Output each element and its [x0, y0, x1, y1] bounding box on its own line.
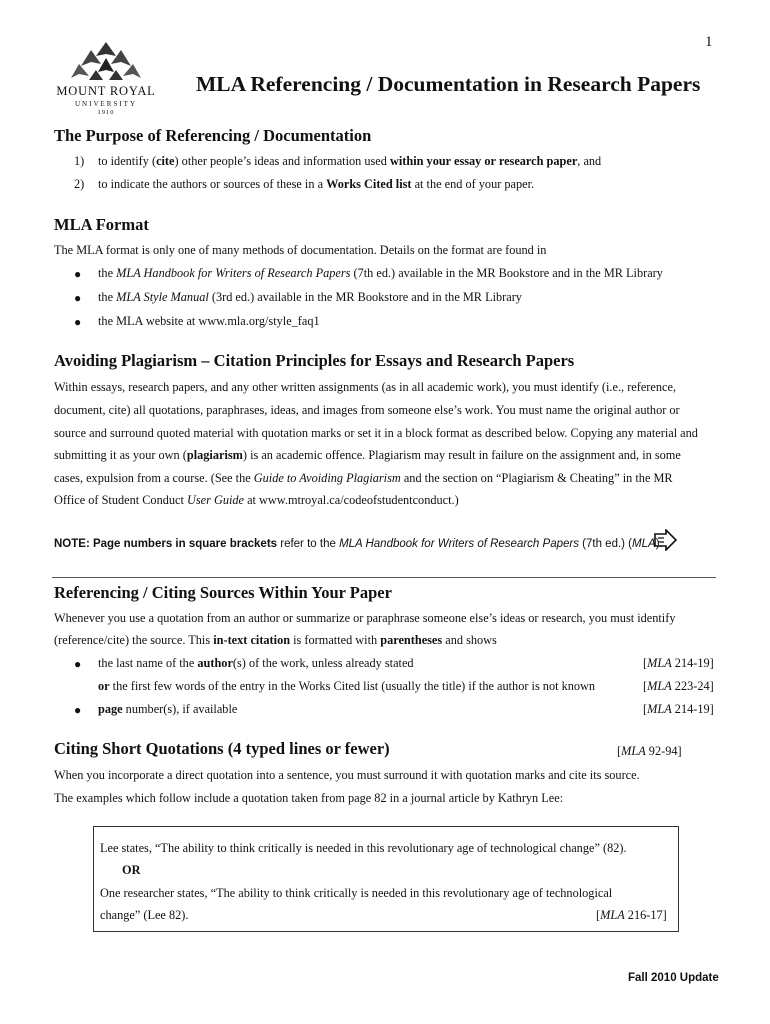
example-or: OR — [122, 863, 141, 877]
logo-university: UNIVERSITY — [75, 100, 137, 108]
example-line: change” (Lee 82). — [100, 908, 189, 922]
university-logo — [52, 40, 160, 116]
horizontal-rule — [52, 577, 716, 578]
list-number: 2) — [74, 177, 85, 191]
bullet-icon: ● — [74, 657, 82, 671]
bullet-icon: ● — [74, 291, 82, 305]
bullet-icon: ● — [74, 267, 82, 281]
paragraph-line: cases, expulsion from a course. (See the Guide to Avoiding Plagiarism and the section on “Plagiarism & Cheating” in the MR — [54, 471, 673, 485]
section-heading-mla-format: MLA Format — [54, 215, 149, 234]
example-line: One researcher states, “The ability to think critically is needed in this revolutionary age of technological — [100, 886, 613, 900]
bullet-icon: ● — [74, 703, 82, 717]
paragraph-line: source and surround quoted material with quotation marks or set it in a block format as described below. Copying any material and — [54, 426, 698, 440]
section-heading-purpose: The Purpose of Referencing / Documentation — [54, 126, 372, 145]
logo-year: 1910 — [97, 109, 115, 116]
pointing-arrow-icon — [652, 529, 678, 551]
example-line: Lee states, “The ability to think critically is needed in this revolutionary age of technological change” (82). — [100, 841, 627, 855]
list-item: or the first few words of the entry in the Works Cited list (usually the title) if the author is not known — [98, 679, 596, 693]
list-item: the MLA Handbook for Writers of Research Papers (7th ed.) available in the MR Bookstore and in the MR Library — [98, 266, 663, 280]
paragraph-line: (reference/cite) the source. This in-text citation is formatted with parentheses and shows — [54, 633, 497, 647]
bullet-icon: ● — [74, 315, 82, 329]
mla-page-reference: [MLA 214-19] — [643, 702, 714, 716]
footer-update-label: Fall 2010 Update — [628, 972, 719, 984]
paragraph-line: submitting it as your own (plagiarism) is an academic offence. Plagiarism may result in failure on the assignment and, in some — [54, 448, 681, 462]
paragraph-line: When you incorporate a direct quotation into a sentence, you must surround it with quotation marks and cite its source. — [54, 768, 640, 782]
mla-page-reference: [MLA 216-17] — [596, 908, 667, 922]
paragraph-line: Office of Student Conduct User Guide at www.mtroyal.ca/codeofstudentconduct.) — [54, 493, 459, 507]
section-heading-plagiarism: Avoiding Plagiarism – Citation Principles for Essays and Research Papers — [54, 351, 575, 370]
paragraph-line: The MLA format is only one of many methods of documentation. Details on the format are found in — [54, 243, 547, 257]
page-number: 1 — [705, 34, 713, 50]
section-heading-short-quotations: Citing Short Quotations (4 typed lines or fewer) — [54, 739, 390, 758]
mountain-logo-icon — [71, 40, 141, 82]
paragraph-line: The examples which follow include a quotation taken from page 82 in a journal article by Kathryn Lee: — [54, 791, 564, 805]
list-item: the MLA Style Manual (3rd ed.) available in the MR Bookstore and in the MR Library — [98, 290, 522, 304]
document-title: MLA Referencing / Documentation in Research Papers — [196, 72, 701, 96]
mla-page-reference: [MLA 223-24] — [643, 679, 714, 693]
list-item: to indicate the authors or sources of these in a Works Cited list at the end of your paper. — [98, 177, 535, 191]
logo-name: MOUNT ROYAL — [56, 84, 156, 98]
list-number: 1) — [74, 154, 85, 168]
mla-page-reference: [MLA 92-94] — [617, 744, 682, 758]
mla-page-reference: [MLA 214-19] — [643, 656, 714, 670]
list-item: the last name of the author(s) of the work, unless already stated — [98, 656, 414, 670]
list-item: page number(s), if available — [98, 702, 238, 716]
list-item: to identify (cite) other people’s ideas and information used within your essay or research paper, and — [98, 154, 602, 168]
paragraph-line: Within essays, research papers, and any other written assignments (as in all academic work), you must identify (i.e., reference, — [54, 380, 676, 394]
note-line: NOTE: Page numbers in square brackets refer to the MLA Handbook for Writers of Research Papers (7th ed.) (MLA). — [54, 538, 663, 550]
list-item: the MLA website at www.mla.org/style_faq1 — [98, 314, 320, 328]
paragraph-line: document, cite) all quotations, paraphrases, ideas, and images from someone else’s work. You must name the original author or — [54, 403, 680, 417]
section-heading-referencing: Referencing / Citing Sources Within Your Paper — [54, 583, 392, 602]
paragraph-line: Whenever you use a quotation from an author or summarize or paraphrase someone else’s ideas or research, you must identify — [54, 611, 676, 625]
